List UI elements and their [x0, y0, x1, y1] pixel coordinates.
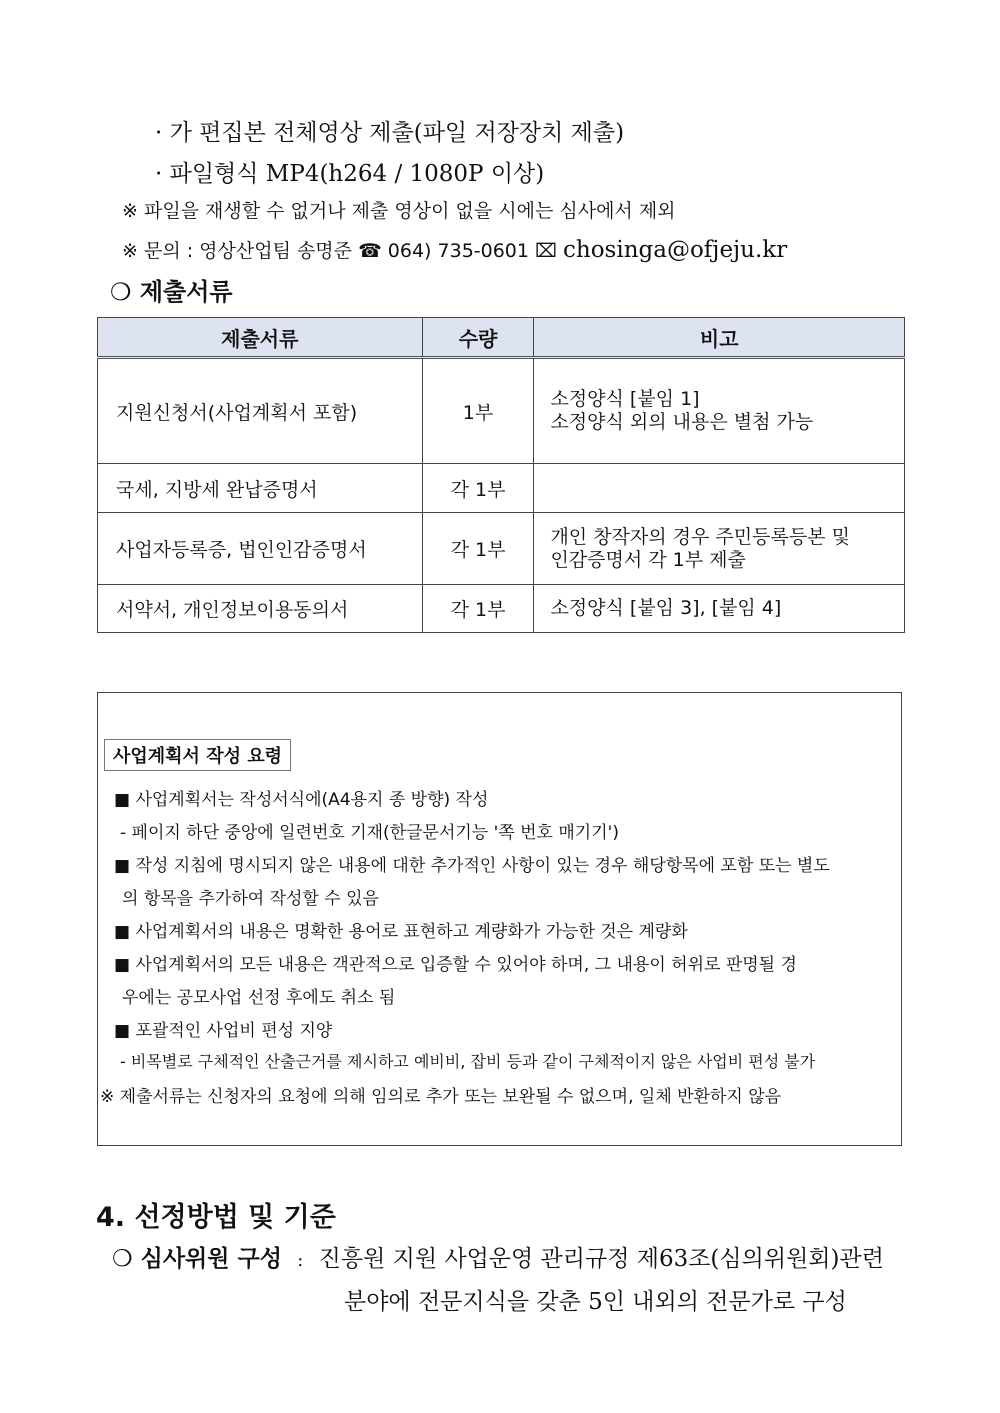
- guide-line: ※ 제출서류는 신청자의 요청에 의해 임의로 추가 또는 보완될 수 없으며, 일체 반환하지 않음: [100, 1087, 782, 1107]
- header-document: 제출서류: [98, 318, 423, 358]
- judges-text-1: 진흥원 지원 사업운영 관리규정 제63조(심의위원회)관련: [318, 1246, 884, 1272]
- table-header-row: [98, 318, 905, 358]
- guide-line: - 비목별로 구체적인 산출근거를 제시하고 예비비, 잡비 등과 같이 구체적이지 않은 사업비 편성 불가: [120, 1052, 816, 1071]
- contact-prefix: ※ 문의 : 영상산업팀 송명준: [122, 240, 353, 262]
- row-note-line: 소정양식 [붙임 3], [붙임 4]: [550, 597, 782, 619]
- guide-line: ■ 사업계획서의 모든 내용은 객관적으로 입증할 수 있어야 하며, 그 내용이 허위로 판명될 경: [114, 955, 797, 975]
- table-row: [98, 358, 905, 464]
- judges-text-2: 분야에 전문지식을 갖춘 5인 내외의 전문가로 구성: [344, 1289, 847, 1315]
- file-format-line: · 파일형식 MP4(h264 / 1080P 이상): [155, 161, 545, 187]
- judges-line: [112, 1240, 884, 1273]
- submission-format-line: · 가 편집본 전체영상 제출(파일 저장장치 제출): [155, 120, 625, 146]
- exclusion-note: ※ 파일을 재생할 수 없거나 제출 영상이 없을 시에는 심사에서 제외: [122, 200, 676, 222]
- table-row: [98, 464, 905, 513]
- guide-line: 의 항목을 추가하여 작성할 수 있음: [122, 889, 379, 909]
- header-quantity: 수량: [422, 318, 534, 358]
- row-note-line: 개인 창작자의 경우 주민등록등본 및: [550, 525, 850, 548]
- guide-line: ■ 포괄적인 사업비 편성 지양: [114, 1021, 333, 1041]
- guide-line: ■ 사업계획서는 작성서식에(A4용지 종 방향) 작성: [114, 790, 489, 810]
- contact-email[interactable]: chosinga@ofjeju.kr: [563, 237, 788, 263]
- guide-line: ■ 작성 지침에 명시되지 않은 내용에 대한 추가적인 사항이 있는 경우 해당항목에 포함 또는 별도: [114, 856, 830, 876]
- section-title-documents: ❍ 제출서류: [110, 278, 233, 306]
- table-row: [98, 585, 905, 633]
- row-quantity: 각 1부: [422, 513, 534, 585]
- guide-title: 사업계획서 작성 요령: [104, 739, 291, 771]
- row-document: 사업자등록증, 법인인감증명서: [98, 513, 423, 585]
- row-note-line: 소정양식 외의 내용은 별첨 가능: [550, 411, 814, 433]
- judges-colon: :: [297, 1250, 304, 1271]
- contact-phone: 064) 735-0601: [387, 240, 529, 262]
- section-heading-selection: 4. 선정방법 및 기준: [96, 1202, 336, 1233]
- row-note: [534, 513, 905, 585]
- row-note-line: 인감증명서 각 1부 제출: [550, 548, 746, 571]
- row-document: 서약서, 개인정보이용동의서: [98, 585, 423, 633]
- row-document: 국세, 지방세 완납증명서: [98, 464, 423, 513]
- row-note: [534, 358, 905, 464]
- row-document: 지원신청서(사업계획서 포함): [98, 358, 423, 464]
- business-plan-guide-box: [97, 692, 902, 1146]
- documents-table: [97, 317, 905, 633]
- guide-line: ■ 사업계획서의 내용은 명확한 용어로 표현하고 계량화가 가능한 것은 계량화: [114, 922, 688, 942]
- contact-note: [122, 236, 787, 263]
- row-quantity: 각 1부: [422, 464, 534, 513]
- judges-label: ❍ 심사위원 구성: [112, 1246, 282, 1272]
- row-note-line: 소정양식 [붙임 1]: [550, 388, 700, 410]
- row-note: [534, 585, 905, 633]
- phone-icon: ☎: [358, 240, 382, 262]
- table-row: [98, 513, 905, 585]
- row-quantity: 각 1부: [422, 585, 534, 633]
- row-quantity: 1부: [422, 358, 534, 464]
- guide-line: - 페이지 하단 중앙에 일련번호 기재(한글문서기능 '쪽 번호 매기기'): [120, 823, 619, 843]
- header-note: 비고: [534, 318, 905, 358]
- row-note: [534, 464, 905, 513]
- email-icon: ⌧: [535, 240, 557, 262]
- guide-line: 우에는 공모사업 선정 후에도 취소 됨: [122, 988, 396, 1008]
